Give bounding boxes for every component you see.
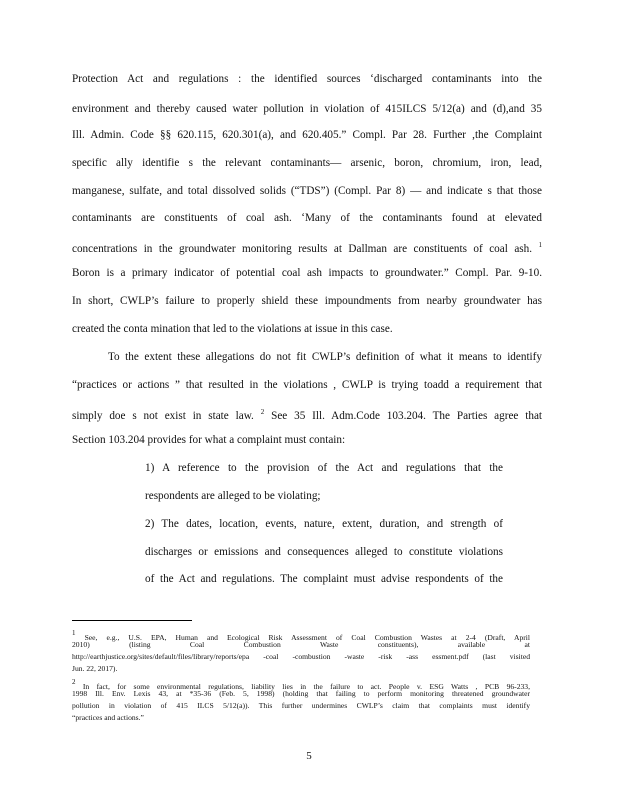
body-line: Ill. Admin. Code §§ 620.115, 620.301(a), and 620.405.” Compl. Par 28. Further ,the Complaint: [72, 129, 542, 141]
footnote-ref-1[interactable]: 1: [538, 241, 542, 249]
body-line: created the conta mination that led to the violations at issue in this case.: [72, 323, 393, 335]
footnote-1-link-line[interactable]: http://earthjustice.org/sites/default/files/library/reports/epa -coal -combustion -waste -risk -ass essment.pdf (last visited: [72, 652, 530, 661]
footnote-2-text: In fact, for some environmental regulations, liability lies in the failure to act. People v. ESG Watts , PCB 96-233,: [82, 682, 530, 691]
footnote-divider: [72, 620, 192, 621]
footnote-1-text: See, e.g., U.S. EPA, Human and Ecological Risk Assessment of Coal Combustion Wastes at 2-4 (Draft, April: [84, 633, 530, 642]
footnote-ref-2[interactable]: 2: [260, 408, 265, 416]
footnote-2-line: pollution in violation of 415 ILCS 5/12(a)). This further undermines CWLP’s claim that complaints must identify: [72, 701, 530, 710]
list-line: discharges or emissions and consequences alleged to constitute violations: [145, 546, 503, 558]
footnote-2-mark: 2: [72, 678, 76, 686]
body-line: [72, 238, 542, 256]
body-line: specific ally identifie s the relevant contaminants— arsenic, boron, chromium, iron, lead,: [72, 157, 542, 169]
body-line: manganese, sulfate, and total dissolved solids (“TDS”) (Compl. Par 8) — and indicate s that those: [72, 185, 542, 197]
footnote-1-mark: 1: [72, 629, 76, 637]
body-line: [72, 405, 542, 423]
body-line: environment and thereby caused water pollution in violation of 415ILCS 5/12(a) and (d),and 35: [72, 103, 542, 115]
body-line: In short, CWLP’s failure to properly shield these impoundments from nearby groundwater has: [72, 295, 542, 307]
paragraph-first-line: To the extent these allegations do not fit CWLP’s definition of what it means to identify: [108, 351, 542, 363]
footnote-2-line: “practices and actions.”: [72, 713, 144, 722]
body-line-text: concentrations in the groundwater monitoring results at Dallman are constituents of coal ash.: [72, 243, 533, 255]
list-line: of the Act and regulations. The complaint must advise respondents of the: [145, 573, 503, 585]
list-line: 1) A reference to the provision of the Act and regulations that the: [145, 462, 503, 474]
page-number: 5: [306, 750, 312, 762]
body-line: Protection Act and regulations : the identified sources ‘discharged contaminants into the: [72, 73, 542, 85]
body-line: “practices or actions ” that resulted in the violations , CWLP is trying toadd a requirement that: [72, 379, 542, 391]
body-line: contaminants are constituents of coal ash. ‘Many of the contaminants found at elevated: [72, 212, 542, 224]
body-line-text: simply doe s not exist in state law.: [72, 410, 254, 422]
footnote-2-line: 1998 Ill. Env. Lexis 43, at *35-36 (Feb. 5, 1998) (holding that failing to perform monitoring threatened groundwater: [72, 689, 530, 698]
body-line: Boron is a primary indicator of potential coal ash impacts to groundwater.” Compl. Par. 9-10.: [72, 267, 542, 279]
list-line: 2) The dates, location, events, nature, extent, duration, and strength of: [145, 518, 503, 530]
footnote-1-line: 2010) (listing Coal Combustion Waste constituents), available at: [72, 640, 530, 649]
list-line: respondents are alleged to be violating;: [145, 490, 321, 502]
body-line-text: See 35 Ill. Adm.Code 103.204. The Parties agree that: [271, 410, 543, 422]
body-line: Section 103.204 provides for what a complaint must contain:: [72, 434, 346, 446]
footnote-1-line: Jun. 22, 2017).: [72, 664, 118, 673]
